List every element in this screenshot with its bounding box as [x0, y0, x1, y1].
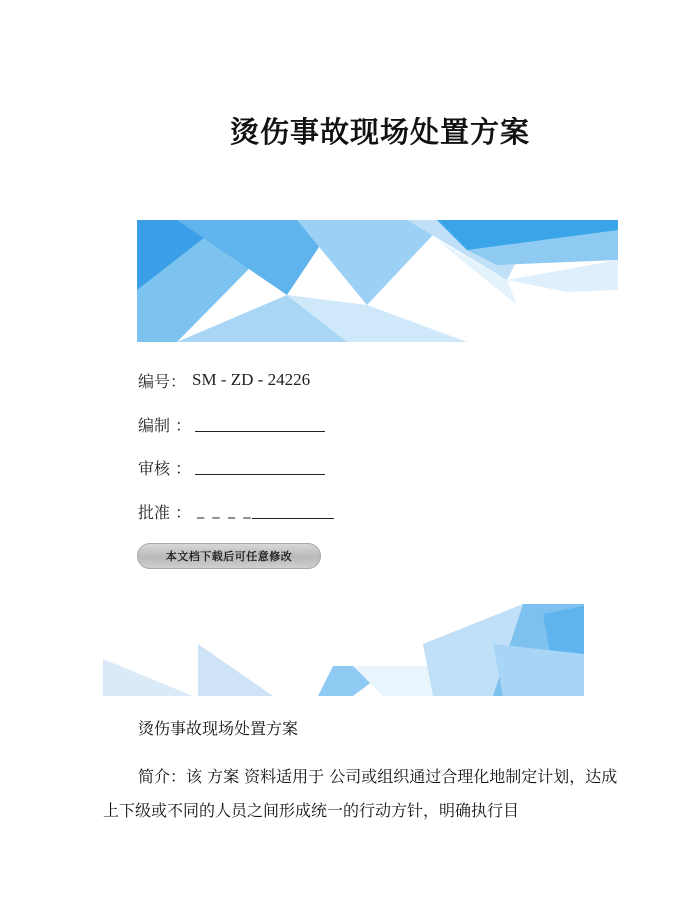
reviewer-blank-line[interactable] — [195, 474, 325, 475]
document-title: 烫伤事故现场处置方案 — [229, 115, 530, 149]
bottom-banner-graphic — [103, 604, 584, 696]
editor-label: 编制 ： — [138, 415, 192, 435]
approver-field — [138, 499, 334, 523]
approver-label: 批准 ： — [138, 502, 192, 522]
section-title: 烫伤事故现场处置方案 — [138, 719, 299, 738]
number-label: 编号： — [138, 371, 187, 391]
editable-notice-badge: 本文档下载后可任意修改 — [137, 543, 321, 569]
editor-blank-line[interactable] — [195, 431, 325, 432]
reviewer-label: 审核 ： — [138, 458, 192, 478]
number-value: SM - ZD - 24226 — [192, 370, 311, 389]
top-banner-graphic — [137, 220, 618, 342]
number-field — [138, 368, 310, 392]
approver-dashes: _ _ _ _ — [197, 503, 253, 519]
approver-blank-line[interactable] — [252, 518, 334, 519]
editor-field — [138, 412, 325, 436]
reviewer-field — [138, 455, 325, 479]
intro-paragraph: 简介：该 方案 资料适用于 公司或组织通过合理化地制定计划，达成上下级或不同的人员之间形成统一的行动方针，明确执行目 — [103, 767, 618, 820]
